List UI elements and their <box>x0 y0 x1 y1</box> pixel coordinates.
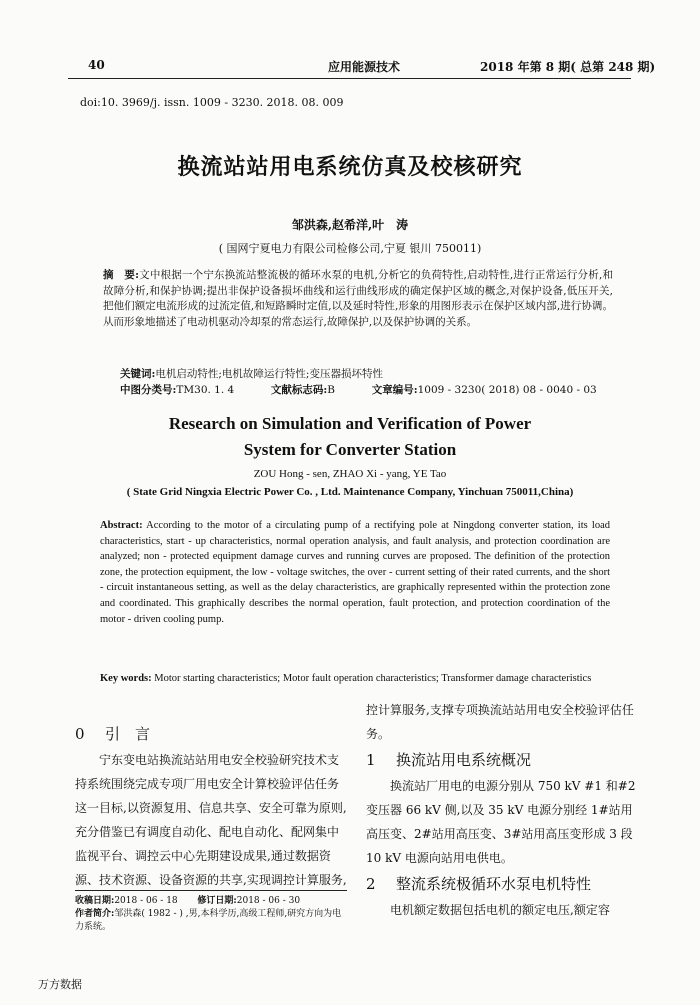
received-label: 收稿日期: <box>75 896 115 906</box>
doi: doi:10. 3969/j. issn. 1009 - 3230. 2018. 08. 009 <box>80 96 344 109</box>
abstract-cn <box>103 268 613 330</box>
section-0-number: 0 <box>75 725 85 743</box>
section-2-text: 电机额定数据包括电机的额定电压,额定容 <box>390 903 610 917</box>
right-column <box>366 703 638 922</box>
section-1-text: 换流站厂用电的电源分别从 750 kV #1 和#2 变压器 66 kV 侧,以及 35 kV 电源分别经 1#站用高压变、2#站用高压变、3#站用高压变形成 3 段 10 kV 电源向站用电供电。 <box>366 779 636 865</box>
received-date: 2018 - 06 - 18 <box>114 896 178 906</box>
article-no-value: 1009 - 3230( 2018) 08 - 0040 - 03 <box>417 384 597 396</box>
authors-cn: 邹洪森,赵希洋,叶 涛 <box>291 218 409 232</box>
section-0-continued <box>366 698 638 746</box>
page-number: 40 <box>88 58 105 72</box>
revised-label: 修订日期: <box>197 896 237 906</box>
keywords-en <box>100 671 610 687</box>
section-2-heading <box>366 872 638 896</box>
title-en-line1: Research on Simulation and Verification of Power <box>168 414 532 433</box>
section-1-number: 1 <box>366 751 376 769</box>
footnote <box>75 895 350 934</box>
section-2-title: 整流系统极循环水泵电机特性 <box>396 875 592 893</box>
authors-en: ZOU Hong - sen, ZHAO Xi - yang, YE Tao <box>253 468 447 480</box>
left-column <box>75 720 347 892</box>
keywords-cn-text: 电机启动特性;电机故障运行特性;变压器损坏特性 <box>155 368 383 380</box>
abstract-cn-text: 文中根据一个宁东换流站整流极的循环水泵的电机,分析它的负荷特性,启动特性,进行正常运行分析,和故障分析,和保护协调;提出非保护设备损坏曲线和运行曲线形成的确定保护区域的概念,对保护设备,低压开关,把他们额定电流形成的过流定值,和短路瞬时定值,以及延时特性,形象的用图形表示在保护区域内部,进行协调。从而形象地描述了电动机驱动冷却泵的常态运行,故障保护,以及保护协调的关系。 <box>103 269 613 328</box>
issue-info: 2018 年第 8 期( 总第 248 期) <box>480 60 656 74</box>
author-bio-label: 作者简介: <box>75 909 115 919</box>
page-title: 换流站站用电系统仿真及校核研究 <box>177 154 523 180</box>
affiliation-en: ( State Grid Ningxia Electric Power Co. , Ltd. Maintenance Company, Yinchuan 750011,China) <box>126 486 574 498</box>
watermark: 万方数据 <box>38 978 82 991</box>
author-bio: 邹洪森( 1982 - ) ,男,本科学历,高级工程师,研究方向为电力系统。 <box>75 909 342 932</box>
section-1-heading <box>366 748 638 772</box>
title-en-line2: System for Converter Station <box>243 440 457 459</box>
abstract-en-text: According to the motor of a circulating pump of a rectifying pole at Ningdong converter station, its load characteristics, start - up characteristics, normal operation analysis, and fault analysis, and protection coordination are analyzed; non - protected equipment damage curves and running curves are proposed. The definition of the protection zone, the protection equipment, the low - voltage switches, the over - current setting of their rated currents, and the short - circuit instantaneous setting, as well as the delay characteristics, are graphically represented within the protection zone and coordinated. This graphically describes the normal operation, fault protection, and protection coordination of the motor - driven cooling pump. <box>100 520 610 625</box>
abstract-en <box>100 518 610 627</box>
section-2-number: 2 <box>366 875 376 893</box>
title-en <box>0 411 700 463</box>
keywords-cn <box>120 366 383 381</box>
section-0-text-continued: 控计算服务,支撑专项换流站站用电安全校验评估任务。 <box>366 703 634 741</box>
section-1-title: 换流站用电系统概况 <box>396 751 532 769</box>
clc-value: TM30. 1. 4 <box>176 384 235 396</box>
section-0-text: 宁东变电站换流站站用电安全校验研究技术支持系统围绕完成专项厂用电安全计算校验评估任务这一目标,以资源复用、信息共享、安全可靠为原则,充分借鉴已有调度自动化、配电自动化、配网集中监视平台、调控云中心先期建设成果,通过数据资源、技术资源、设备资源的共享,实现调控计算服务, <box>75 753 347 887</box>
abstract-cn-label: 摘 要: <box>103 269 139 281</box>
footnote-rule <box>75 890 347 891</box>
affiliation-cn: ( 国网宁夏电力有限公司检修公司,宁夏 银川 750011) <box>218 242 482 255</box>
journal-name: 应用能源技术 <box>328 60 401 74</box>
doc-code-value: B <box>327 384 336 396</box>
section-0-heading <box>75 722 347 746</box>
keywords-cn-label: 关键词: <box>120 368 156 380</box>
keywords-en-text: Motor starting characteristics; Motor fault operation characteristics; Transformer damage characteristics <box>151 673 592 684</box>
revised-date: 2018 - 06 - 30 <box>236 896 301 906</box>
article-no-label: 文章编号: <box>371 384 418 396</box>
classification <box>120 382 597 397</box>
doc-code-label: 文献标志码: <box>270 384 328 396</box>
clc-label: 中图分类号: <box>120 384 177 396</box>
header-rule <box>68 78 631 79</box>
section-0-title: 引 言 <box>105 725 151 743</box>
abstract-en-label: Abstract: <box>100 520 143 531</box>
keywords-en-label: Key words: <box>100 673 152 684</box>
